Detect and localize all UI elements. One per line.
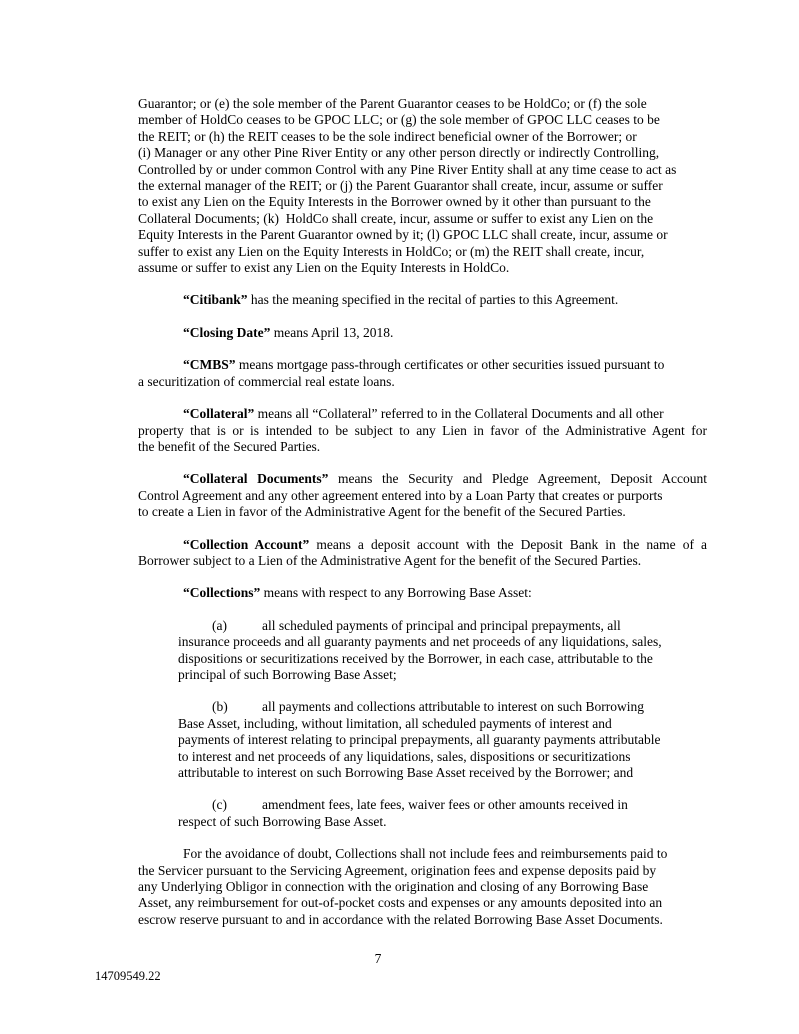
paragraph bbox=[138, 96, 707, 276]
text-line: the REIT; or (h) the REIT ceases to be the sole indirect beneficial owner of the Borrower; or bbox=[138, 128, 637, 144]
text-line: Collateral Documents; (k) HoldCo shall create, incur, assume or suffer to exist any Lien on the bbox=[138, 210, 654, 226]
paragraph bbox=[138, 406, 707, 455]
defined-term: “Collections” bbox=[183, 585, 261, 601]
text-line: a securitization of commercial real estate loans. bbox=[138, 373, 395, 389]
text-line: dispositions or securitizations received by the Borrower, in each case, attributable to the bbox=[178, 650, 653, 666]
paragraph bbox=[138, 471, 707, 520]
text-line: Asset, any reimbursement for out-of-pocket costs and expenses or any amounts deposited into an bbox=[138, 895, 663, 911]
text-line: (b) all payments and collections attributable to interest on such Borrowing bbox=[212, 699, 645, 715]
text-line: Controlled by or under common Control with any Pine River Entity shall at any time cease to act as bbox=[138, 161, 677, 177]
text-line: “Collection Account” means a deposit account with the Deposit Bank in the name of a bbox=[183, 536, 708, 552]
text-line: “Collections” means with respect to any Borrowing Base Asset: bbox=[183, 585, 532, 601]
text-line: insurance proceeds and all guaranty payments and net proceeds of any liquidations, sales, bbox=[178, 634, 662, 650]
text-line: “CMBS” means mortgage pass-through certificates or other securities issued pursuant to bbox=[183, 357, 665, 373]
defined-term: “Closing Date” bbox=[183, 324, 271, 340]
text-line: Base Asset, including, without limitation, all scheduled payments of interest and bbox=[178, 715, 612, 731]
text-line: property that is or is intended to be subject to any Lien in favor of the Administrative Agent for bbox=[138, 422, 707, 438]
text-line: the Servicer pursuant to the Servicing Agreement, origination fees and expense deposits paid by bbox=[138, 862, 657, 878]
text-line: For the avoidance of doubt, Collections shall not include fees and reimbursements paid to bbox=[183, 846, 668, 862]
text-line: “Collateral” means all “Collateral” referred to in the Collateral Documents and all other bbox=[183, 406, 664, 422]
text-line: Control Agreement and any other agreement entered into by a Loan Party that creates or purports bbox=[138, 487, 663, 503]
text-line: “Citibank” has the meaning specified in the recital of parties to this Agreement. bbox=[183, 292, 619, 308]
text-line: principal of such Borrowing Base Asset; bbox=[178, 666, 397, 682]
text-line: to create a Lien in favor of the Administrative Agent for the benefit of the Secured Parties. bbox=[138, 504, 626, 520]
text-line: Guarantor; or (e) the sole member of the Parent Guarantor ceases to be HoldCo; or (f) the sole bbox=[138, 96, 647, 111]
text-line: “Closing Date” means April 13, 2018. bbox=[183, 324, 394, 340]
text-line: (a) all scheduled payments of principal and principal prepayments, all bbox=[212, 617, 621, 633]
text-line: respect of such Borrowing Base Asset. bbox=[178, 813, 387, 829]
defined-term: “Collection Account” bbox=[183, 536, 310, 552]
text-line: (i) Manager or any other Pine River Entity or any other person directly or indirectly Controlling, bbox=[138, 145, 660, 161]
text-line: “Collateral Documents” means the Security and Pledge Agreement, Deposit Account bbox=[183, 471, 707, 487]
document-id-footer: 14709549.22 bbox=[95, 969, 161, 983]
paragraph bbox=[138, 537, 707, 570]
text-line: Equity Interests in the Parent Guarantor owned by it; (l) GPOC LLC shall create, incur, assume or bbox=[138, 227, 668, 243]
text-line: assume or suffer to exist any Lien on the Equity Interests in HoldCo. bbox=[138, 260, 510, 276]
text-line: payments of interest relating to principal prepayments, all guaranty payments attributable bbox=[178, 732, 661, 748]
list-item-label: (c) bbox=[212, 797, 227, 813]
defined-term: “Collateral” bbox=[183, 406, 255, 422]
sub-paragraph bbox=[178, 699, 690, 781]
text-line: attributable to interest on such Borrowing Base Asset received by the Borrower; and bbox=[178, 765, 634, 780]
text-line: to exist any Lien on the Equity Interests in the Borrower owned by it other than pursuant to the bbox=[138, 194, 651, 210]
text-line: escrow reserve pursuant to and in accordance with the related Borrowing Base Asset Documents. bbox=[138, 911, 663, 927]
list-item-label: (b) bbox=[212, 699, 228, 715]
defined-term: “CMBS” bbox=[183, 357, 236, 373]
text-line: the external manager of the REIT; or (j) the Parent Guarantor shall create, incur, assume or suffer bbox=[138, 178, 663, 194]
paragraph bbox=[138, 585, 707, 601]
sub-paragraph bbox=[178, 797, 690, 830]
paragraph bbox=[138, 325, 707, 341]
sub-paragraph bbox=[178, 618, 690, 684]
paragraph bbox=[138, 357, 707, 390]
document-body bbox=[138, 96, 707, 928]
defined-term: “Collateral Documents” bbox=[183, 471, 329, 487]
defined-term: “Citibank” bbox=[183, 292, 248, 308]
text-line: Borrower subject to a Lien of the Administrative Agent for the benefit of the Secured Parties. bbox=[138, 552, 642, 568]
text-line: suffer to exist any Lien on the Equity Interests in HoldCo; or (m) the REIT shall create, incur, bbox=[138, 243, 645, 259]
paragraph bbox=[138, 846, 707, 928]
page-number: 7 bbox=[374, 951, 382, 966]
text-line: to interest and net proceeds of any liquidations, sales, dispositions or securitizations bbox=[178, 748, 631, 764]
text-line: any Underlying Obligor in connection with the origination and closing of any Borrowing Base bbox=[138, 879, 649, 895]
text-line: the benefit of the Secured Parties. bbox=[138, 438, 321, 454]
list-item-label: (a) bbox=[212, 617, 227, 633]
text-line: member of HoldCo ceases to be GPOC LLC; or (g) the sole member of GPOC LLC ceases to be bbox=[138, 112, 660, 128]
paragraph bbox=[138, 292, 707, 308]
text-line: (c) amendment fees, late fees, waiver fees or other amounts received in bbox=[212, 797, 628, 813]
